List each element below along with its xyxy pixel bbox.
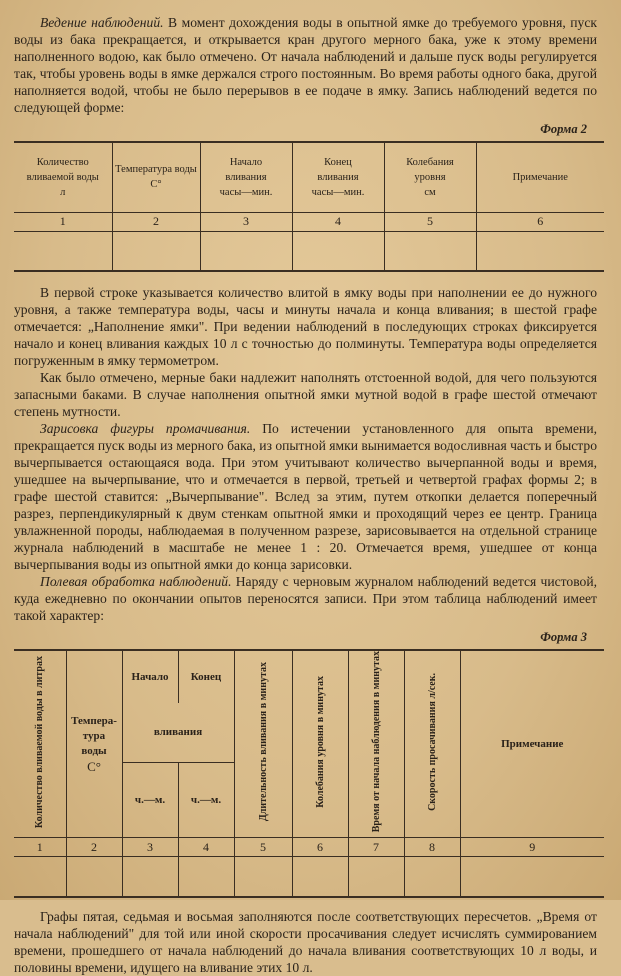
table-header-row xyxy=(14,142,604,212)
col-header-temperature: Темпера- тура воды С° xyxy=(66,650,122,838)
table-row-empty xyxy=(14,857,604,897)
col-header-start-unit: ч.—м. xyxy=(122,763,178,838)
col-header-time-from-start: Время от начала наблюдения в минутах xyxy=(348,650,404,838)
col-header-end-unit: ч.—м. xyxy=(178,763,234,838)
paragraph-observations: Ведение наблюдений. В момент дохождения воды в опытной ямке до требуемого уровня, пуск воды из бака прекращается, и открывается кран другого мерного бака, уже к этому времени наполненного водою, как было отмечено. От начала наблюдений и дальше пуск воды регулируется так, чтобы уровень воды в ямке держался строго постоянным. Во время работы одного бака, другой наполняется водой, чтобы не было перерывов в ее подаче в ямку. Запись наблюдений ведется по следующей форме: xyxy=(14,15,597,115)
table-row-numbers: 1 2 3 4 5 6 7 8 9 xyxy=(14,838,604,857)
col-header-start: Начало вливания часы—мин. xyxy=(200,142,292,212)
col-header-note: Примечание xyxy=(476,142,604,212)
col-header-seepage-rate: Скорость просачивания л/сек. xyxy=(404,650,460,838)
form-2-label: Форма 2 xyxy=(540,122,587,136)
col-header-level: Колебания уровня в минутах xyxy=(292,650,348,838)
form-3-table xyxy=(14,649,604,898)
paragraph-first-row: В первой строке указывается количество влитой в ямку воды при наполнении ее до нужного уровня, а также температура воды, часы и минуты начала и конца вливания; в шестой графе отмечается: „Наполнение ямки". При ведении наблюдений в последующих строках фиксируется начало и конец вливания каждых 10 л с точностью до полминуты. Температура воды определяется погруженным в ямку термометром. xyxy=(14,285,597,368)
table-header-row xyxy=(14,650,604,703)
col-header-temperature: Температура воды С° xyxy=(112,142,200,212)
col-header-duration: Длительность вливания в минутах xyxy=(234,650,292,838)
col-header-water-liters: Количество вливаемой воды в литрах xyxy=(14,650,66,838)
col-header-end: Конец xyxy=(178,650,234,703)
paragraph-tanks: Как было отмечено, мерные баки надлежит наполнять отстоенной водой, для чего пользуются запасными баками. В случае наполнения опытной ямки мутной водой в графе шестой отмечают степень мутности. xyxy=(14,370,597,419)
form-2-table xyxy=(14,141,604,272)
col-header-level: Колебания уровня см xyxy=(384,142,476,212)
table-row-numbers: 1 2 3 4 5 6 xyxy=(14,212,604,231)
table-row-empty xyxy=(14,231,604,271)
paragraph-sketch: Зарисовка фигуры промачивания. По истечении установленного для опыта времени, прекращается пуск воды из мерного бака, из опытной ямки вынимается водосливная часть и быстро вычерпывается остающаяся вода. При этом учитывают количество вычерпанной воды и время, ушедшее на вычерпывание, что и отмечается в первой, третьей и четвертой графах формы 2; в графе шестой ставится: „Вычерпывание". Вслед за этим, путем откопки делается поперечный разрез, перпендикулярный к двум стенкам опытной ямки и проходящий через ее центр. Граница увлажненной породы, наблюдаемая в полученном разрезе, зарисовывается на отдельной странице журнала наблюдений в масштабе не менее 1 : 20. Отмечается время, ушедшее от конца вычерпывания воды из опытной ямки до конца зарисовки. xyxy=(14,421,597,572)
paragraph-columns: Графы пятая, седьмая и восьмая заполняются после соответствующих пересчетов. „Время от начала наблюдений" для той или иной скорости просачивания следует исчислять суммированием времени, прошедшего от начала наблюдений до начала вливания соответствующих 10 л воды, и половины времени, идущего на вливание этих 10 л. xyxy=(14,908,597,975)
section-title-processing: Полевая обработка наблюдений. xyxy=(40,574,232,589)
col-header-end: Конец вливания часы—мин. xyxy=(292,142,384,212)
col-header-note: Примечание xyxy=(460,650,604,838)
section-title-observations: Ведение наблюдений. xyxy=(40,15,164,30)
col-header-pouring: вливания xyxy=(122,703,234,762)
col-header-water-amount: Количество вливаемой воды л xyxy=(14,142,112,212)
form-3-label: Форма 3 xyxy=(540,630,587,644)
section-title-sketch: Зарисовка фигуры промачивания. xyxy=(40,421,251,436)
col-header-start: Начало xyxy=(122,650,178,703)
paragraph-processing: Полевая обработка наблюдений. Наряду с черновым журналом наблюдений ведется чистовой, куда ежедневно по окончании опытов переносятся записи. При этом таблица наблюдений имеет такой характер: xyxy=(14,574,597,623)
